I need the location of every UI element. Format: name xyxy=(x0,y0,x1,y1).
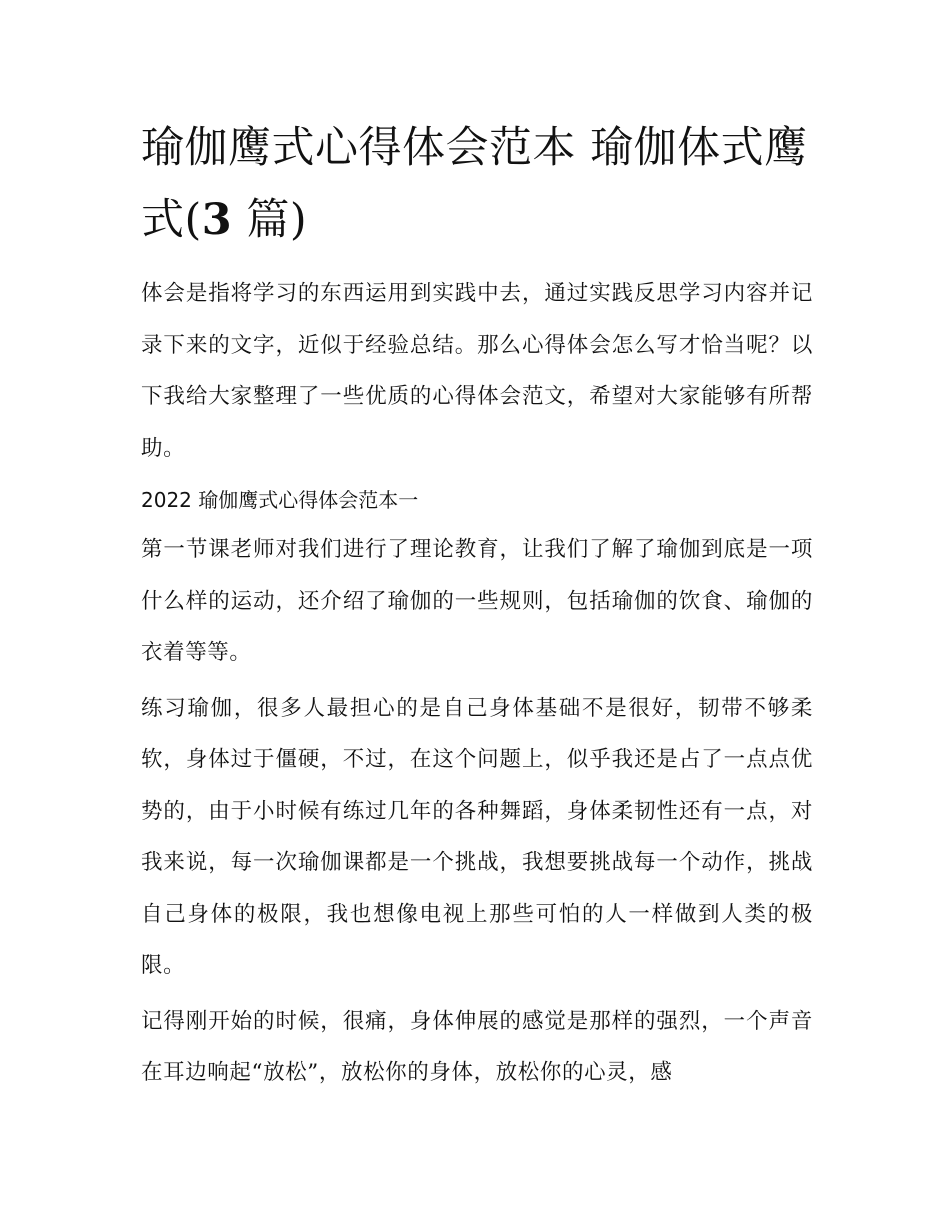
title-article-count: 3 xyxy=(201,195,233,245)
document-title xyxy=(141,112,813,256)
body-paragraph-1: 第一节课老师对我们进行了理论教育，让我们了解了瑜伽到底是一项什么样的运动，还介绍了瑜伽的一些规则，包括瑜伽的饮食、瑜伽的衣着等等。 xyxy=(141,537,813,665)
body-paragraph-3: 记得刚开始的时候，很痛，身体伸展的感觉是那样的强烈，一个声音在耳边响起“放松”，放松你的身体，放松你的心灵，感 xyxy=(141,1008,813,1085)
title-text-start: 瑜伽鹰式心得体会范本 瑜伽体式鹰式( xyxy=(141,123,808,245)
title-text-end: 篇) xyxy=(232,195,308,245)
intro-paragraph: 体会是指将学习的东西运用到实践中去，通过实践反思学习内容并记录下来的文字，近似于经验总结。那么心得体会怎么写才恰当呢？以下我给大家整理了一些优质的心得体会范文，希望对大家能够有所帮助。 xyxy=(141,281,813,461)
body-paragraph-2: 练习瑜伽，很多人最担心的是自己身体基础不是很好，韧带不够柔软，身体过于僵硬，不过，在这个问题上，似乎我还是占了一点点优势的，由于小时候有练过几年的各种舞蹈，身体柔韧性还有一点，对我来说，每一次瑜伽课都是一个挑战，我想要挑战每一个动作，挑战自己身体的极限，我也想像电视上那些可怕的人一样做到人类的极限。 xyxy=(141,695,813,978)
document-page xyxy=(141,112,813,1099)
section-heading: 2022 瑜伽鹰式心得体会范本一 xyxy=(141,488,419,512)
